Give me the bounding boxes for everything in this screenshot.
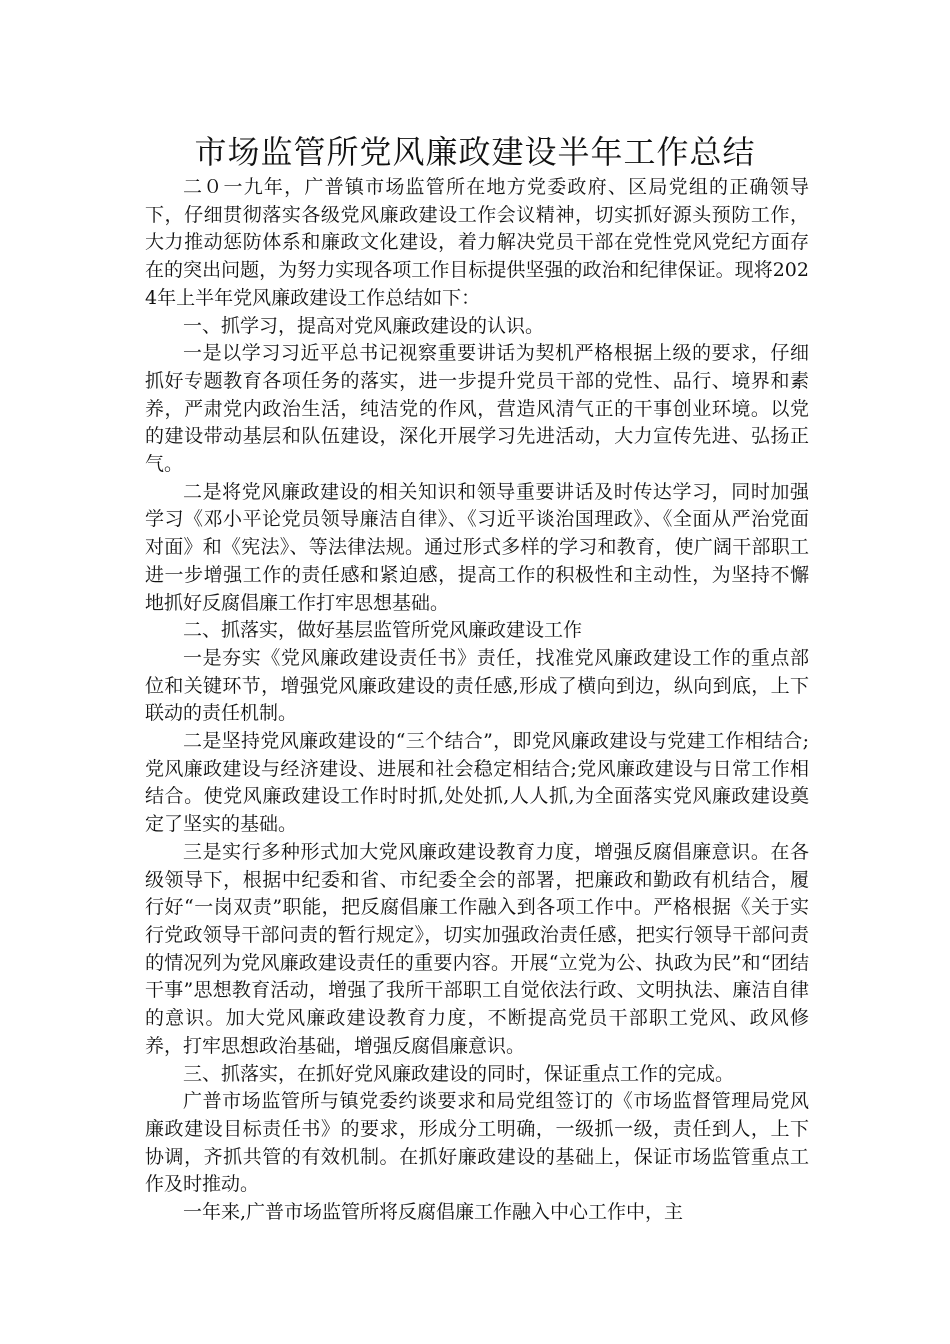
paragraph-2-2: 二是坚持党风廉政建设的“三个结合”，即党风廉政建设与党建工作相结合;党风廉政建设与经济建设、进展和社会稳定相结合;党风廉政建设与日常工作相结合。使党风廉政建设工作时时抓,处处抓,人人抓,为全面落实党风廉政建设奠定了坚实的基础。 [145,730,809,836]
paragraph-2-3: 三是实行多种形式加大党风廉政建设教育力度，增强反腐倡廉意识。在各级领导下，根据中纪委和省、市纪委全会的部署，把廉政和勤政有机结合，履行好“一岗双责”职能，把反腐倡廉工作融入到各项工作中。严格根据《关于实行党政领导干部问责的暂行规定》，切实加强政治责任感，把实行领导干部问责的情况列为党风廉政建设责任的重要内容。开展“立党为公、执政为民”和“团结干事”思想教育活动，增强了我所干部职工自觉依法行政、文明执法、廉洁自律的意识。加大党风廉政建设教育力度，不断提高党员干部职工党风、政风修养，打牢思想政治基础，增强反腐倡廉意识。 [145,840,809,1057]
paragraph-1-2: 二是将党风廉政建设的相关知识和领导重要讲话及时传达学习，同时加强学习《邓小平论党员领导廉洁自律》、《习近平谈治国理政》、《全面从严治党面对面》和《宪法》、等法律法规。通过形式多样的学习和教育，使广阔干部职工进一步增强工作的责任感和紧迫感，提高工作的积极性和主动性，为坚持不懈地抓好反腐倡廉工作打牢思想基础。 [145,480,809,614]
document-body [145,174,809,1227]
paragraph-intro: 二０一九年，广普镇市场监管所在地方党委政府、区局党组的正确领导下，仔细贯彻落实各级党风廉政建设工作会议精神，切实抓好源头预防工作，大力推动惩防体系和廉政文化建设，着力解决党员干部在党性党风党纪方面存在的突出问题，为努力实现各项工作目标提供坚强的政治和纪律保证。现将2024年上半年党风廉政建设工作总结如下： [145,176,809,309]
paragraph-3-2: 一年来,广普市场监管所将反腐倡廉工作融入中心工作中，主 [183,1201,684,1224]
section-heading-3: 三、抓落实，在抓好党风廉政建设的同时，保证重点工作的完成。 [183,1062,735,1085]
section-heading-2: 二、抓落实，做好基层监管所党风廉政建设工作 [183,619,583,642]
paragraph-1-1: 一是以学习习近平总书记视察重要讲话为契机严格根据上级的要求，仔细抓好专题教育各项任务的落实，进一步提升党员干部的党性、品行、境界和素养，严肃党内政治生活，纯洁党的作风，营造风清气正的干事创业环境。以党的建设带动基层和队伍建设，深化开展学习先进活动，大力宣传先进、弘扬正气。 [145,342,809,476]
paragraph-3-1: 广普市场监管所与镇党委约谈要求和局党组签订的《市场监督管理局党风廉政建设目标责任书》的要求，形成分工明确，一级抓一级，责任到人，上下协调，齐抓共管的有效机制。在抓好廉政建设的基础上，保证市场监管重点工作及时推动。 [145,1090,809,1196]
document-title: 市场监管所党风廉政建设半年工作总结 [194,133,756,171]
paragraph-2-1: 一是夯实《党风廉政建设责任书》责任，找准党风廉政建设工作的重点部位和关键环节，增强党风廉政建设的责任感,形成了横向到边，纵向到底，上下联动的责任机制。 [145,646,809,725]
section-heading-1: 一、抓学习，提高对党风廉政建设的认识。 [183,314,545,337]
